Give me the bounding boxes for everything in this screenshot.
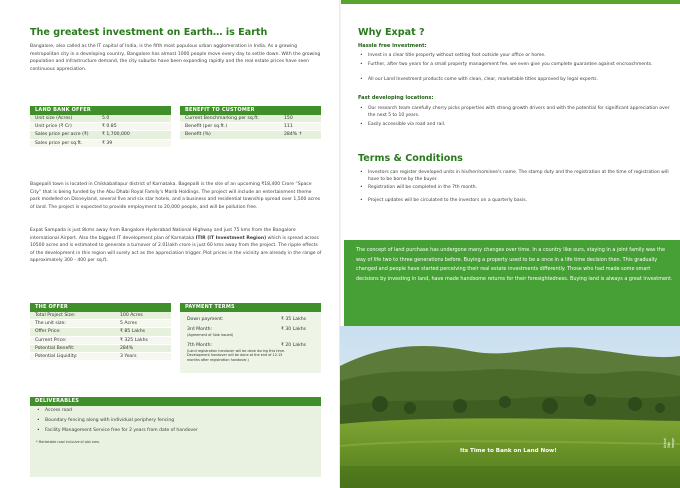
deliverables-header: DELIVERABLES [30, 397, 321, 406]
benefit-table [180, 106, 321, 140]
table-row [180, 115, 321, 123]
row-value: 3 Years [120, 353, 137, 359]
table-row [30, 320, 171, 328]
row-value: 284% ↑ [284, 132, 303, 138]
seventh-month-label: 7th Month: [187, 343, 213, 348]
hassle-item: • All our Land Investment products come with clean, clear, marketable titles approved by legal experts. [359, 77, 671, 84]
deliverable-item: • Facility Management Service free for 2 years from date of handover [36, 428, 306, 435]
deliverable-item: • Access road [36, 408, 306, 415]
terms-item: • Registration will be completed in the 7th month. [359, 185, 671, 192]
table-row [30, 115, 171, 123]
intro-paragraph: Bangalore, also called as the IT capital of India, is the fifth most populous urban agglomeration in India. As a growing metropolitan city in a developing country, Bangalore has almost 1000 people move every day to settle down. With the growing population and infrastructure demand, the city suburbs have been expanding rapidly and the real estate prices have seen continuous appreciation. [30, 44, 321, 72]
hassle-item: • Invest in a clear title property without setting foot outside your office or home. [359, 53, 671, 60]
row-label: Benefit (per sq.ft.) [185, 124, 228, 130]
row-value: ₹ 325 Lakhs [120, 337, 148, 343]
third-month-label: 3rd Month: [187, 327, 213, 332]
down-payment-value: ₹ 35 Lakhs [281, 317, 307, 322]
row-label: Offer Price: [35, 329, 61, 335]
offer-header: THE OFFER [30, 303, 171, 312]
row-value: 111 [284, 124, 293, 130]
row-label: Sales price per sq.ft. [35, 140, 83, 146]
row-label: Potential Benefit: [35, 345, 75, 351]
third-month-value: ₹ 30 Lakhs [281, 327, 307, 332]
table-row [180, 131, 321, 139]
deliverables-box [30, 397, 321, 477]
offer-table [30, 303, 171, 361]
row-label: Benefit (%) [185, 132, 211, 138]
table-row [30, 353, 171, 361]
fast-developing-title: Fast developing locations: [358, 95, 434, 101]
seventh-month-note: (Land registration handover will be done during this time. Development handover will be done at the end of 12-15 months after registration handover.) [187, 349, 286, 362]
deliverables-note: * Marketable road inclusive of plot area. [36, 440, 100, 444]
table-row [30, 345, 171, 353]
row-value: ₹ 1,700,000 [102, 132, 130, 138]
row-label: The unit size: [35, 321, 66, 327]
table-row [30, 328, 171, 336]
terms-title: Terms & Conditions [358, 153, 463, 164]
green-banner-text: The concept of land purchase has undergone many changes over time. In a country like ours, staying in a joint family was the way of life two to three generations before. Buying a property used to be a once in a life time decision then. This gradually changed and people have started perceiving their real estate investments differently. Those who had made some smart decisions by investing in land, have made handsome returns for their foresightedness. Buying land is always a great investment. [356, 247, 673, 282]
left-title: The greatest investment on Earth… is Earth [30, 27, 268, 38]
photo-credit: Actual Site Image [663, 438, 675, 448]
why-expat-title: Why Expat ? [358, 27, 425, 38]
row-value: 150 [284, 116, 293, 121]
row-value: 5.0 [102, 116, 110, 121]
table-row [180, 123, 321, 131]
payment-table [180, 303, 321, 373]
table-row [30, 312, 171, 320]
land-bank-table [30, 106, 171, 148]
row-value: ₹ 39 [102, 140, 113, 146]
table-row [30, 123, 171, 131]
row-value: 5 Acres [120, 321, 137, 327]
land-bank-header: LAND BANK OFFER [30, 106, 171, 115]
fast-item: • Easily accessible via road and rail. [359, 122, 671, 129]
table-row [30, 131, 171, 139]
table-row [30, 140, 171, 148]
expat-sampada-paragraph: Expat Sampada is just 8kms away from Bangalore Hyderabad National Highway and just 75 kms from the Bangalore international Airport. Also the biggest IT development plan of Karnataka ITIR (IT Investment Region) which is spread across 10500 acres and is estimated to generate a turnover of 2.01lakh crore is just 60 kms away from the project. The ripple effects of the development in this region will surely act as the appreciation trigger. Plot prices in the vicinity are already in the range of approximately 300 - 400 per sq.ft. [30, 228, 322, 264]
row-label: Current Price: [35, 337, 67, 343]
row-label: Unit price (₹ Cr) [35, 124, 72, 130]
hassle-item: • Further, after two years for a small property management fee, we even give you complete guarantee against encroachments. [359, 62, 671, 69]
table-row [30, 337, 171, 345]
row-label: Current Benchmarking per sq.ft. [185, 116, 260, 121]
down-payment-label: Down payment: [187, 317, 224, 322]
row-value: ₹ 0.85 [102, 124, 117, 130]
row-label: Sales price per acre (₹) [35, 132, 89, 138]
fast-item: • Our research team carefully cherry picks properties with strong growth drivers and with the potential for significant appreciation over the next 5 to 10 years. [359, 106, 671, 119]
row-value: 284% [120, 345, 134, 351]
payment-header: PAYMENT TERMS [180, 303, 321, 312]
terms-item: • Project updates will be circulated to the investors on a quarterly basis. [359, 198, 671, 205]
benefit-header: BENEFIT TO CUSTOMER [180, 106, 321, 115]
landscape-illustration [340, 326, 680, 488]
hassle-free-title: Hassle free investment: [358, 43, 427, 49]
third-month-note: (Agreement of Sale issued) [187, 333, 234, 337]
row-label: Total Project Size: [35, 313, 76, 318]
seventh-month-value: ₹ 20 Lakhs [281, 343, 307, 348]
terms-item: • Investors can register developed units in his/her/nominee's name. The stamp duty and the registration at the time of registration will have to be borne by the buyer. [359, 170, 671, 183]
bagepalli-paragraph: Bagepalli town is located in Chikkaballapur district of Karnataka. Bagepalli is the site of an upcoming ₹18,400 Crore “Space City” that is being funded by the Abu Dhabi Royal Family's Marib Holdings. The project will include an entertainment theme park modelled on Disneyland, several five and six star hotels, and a business and residential township spread over 1,500 acres of land. The project is expected to provide employment to 20,000 people, and will be pollution free. [30, 182, 321, 210]
row-value: 100 Acres [120, 313, 143, 318]
row-value: ₹ 85 Lakhs [120, 329, 146, 335]
row-label: Potential Liquidity: [35, 353, 78, 359]
deliverable-item: • Boundary fencing along with individual periphery fencing [36, 418, 306, 425]
row-label: Unit size (Acres) [35, 116, 73, 121]
landscape-photo [340, 326, 680, 488]
tagline: Its Time to Bank on Land Now! [460, 448, 557, 454]
